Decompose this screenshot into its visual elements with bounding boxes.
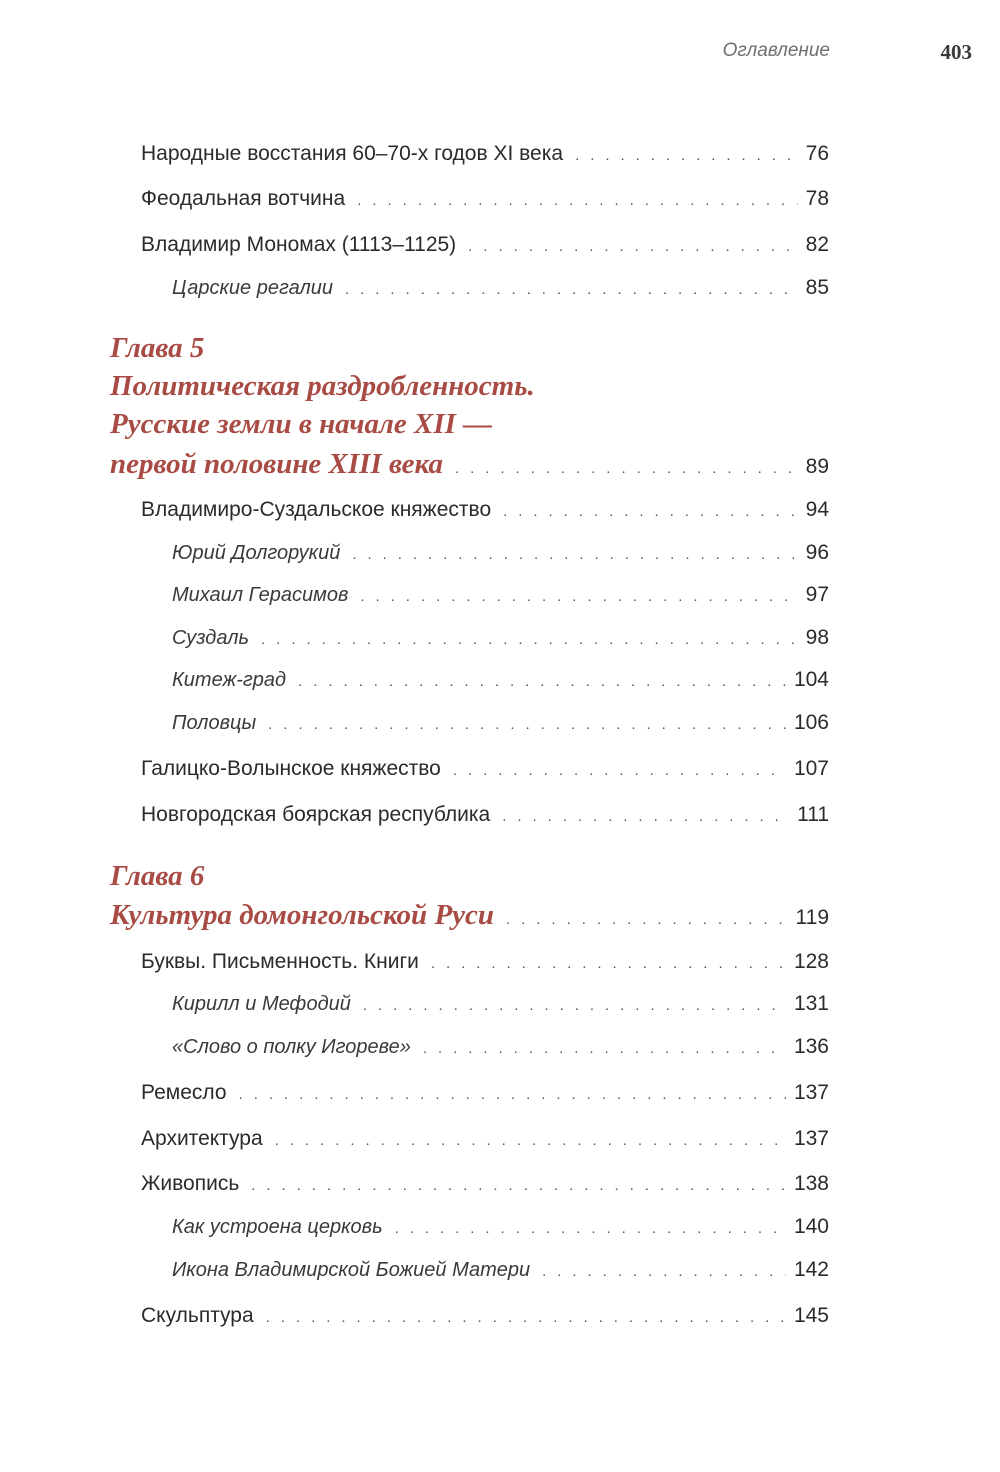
toc-entry-page: 94 — [805, 498, 829, 521]
toc-entry[interactable] — [141, 1123, 829, 1155]
toc-subentry-label: Половцы — [172, 712, 257, 734]
toc-entry[interactable] — [141, 183, 829, 215]
toc-subentry[interactable] — [172, 707, 829, 739]
toc-subentry[interactable] — [172, 272, 829, 304]
toc-entry-page: 106 — [793, 711, 829, 734]
toc-entry-page: 107 — [793, 757, 829, 780]
toc-entry-page: 97 — [805, 583, 829, 606]
toc-subentry-label: Царские регалии — [172, 277, 334, 299]
dot-leader — [345, 274, 798, 306]
toc-entry-page: 119 — [795, 906, 829, 929]
toc-entry-label: Феодальная вотчина — [141, 187, 346, 210]
toc-entry[interactable] — [141, 946, 829, 978]
chapter-heading: Глава 5 — [110, 332, 205, 364]
chapter-heading: Глава 6 — [110, 860, 205, 892]
toc-subentry[interactable] — [172, 1211, 829, 1243]
toc-entry[interactable] — [141, 1168, 829, 1200]
toc-subentry-label: «Слово о полку Игореве» — [172, 1036, 411, 1058]
dot-leader — [395, 1213, 786, 1245]
dot-leader — [268, 709, 786, 741]
toc-entry-label: Скульптура — [141, 1304, 254, 1327]
dot-leader — [360, 581, 797, 613]
toc-entry[interactable] — [141, 494, 829, 526]
dot-leader — [275, 1125, 786, 1157]
toc-entry-page: 142 — [793, 1258, 829, 1281]
toc-subentry-label: Икона Владимирской Божией Матери — [172, 1259, 531, 1281]
toc-entry-page: 89 — [805, 455, 829, 478]
toc-entry-page: 78 — [805, 187, 829, 210]
toc-entry[interactable] — [141, 753, 829, 785]
toc-subentry[interactable] — [172, 579, 829, 611]
dot-leader — [502, 801, 789, 833]
toc-entry-label: Владимир Мономах (1113–1125) — [141, 233, 457, 256]
chapter-title-line: Культура домонгольской Руси — [110, 899, 495, 931]
toc-entry[interactable] — [141, 229, 829, 261]
toc-entry-page: 131 — [793, 992, 829, 1015]
toc-entry-page: 85 — [805, 276, 829, 299]
toc-entry-page: 111 — [797, 803, 829, 826]
dot-leader — [363, 990, 786, 1022]
running-header-title: Оглавление — [722, 40, 830, 61]
dot-leader — [352, 539, 797, 571]
chapter-title-line: Русские земли в начале XII — — [110, 408, 493, 440]
page-number: 403 — [940, 40, 972, 64]
toc-entry-page: 128 — [793, 950, 829, 973]
toc-subentry-label: Суздаль — [172, 627, 250, 649]
toc-subentry-label: Китеж-град — [172, 669, 287, 691]
toc-subentry[interactable] — [172, 988, 829, 1020]
dot-leader — [468, 231, 797, 263]
toc-entry[interactable] — [141, 138, 829, 170]
dot-leader — [503, 496, 798, 528]
chapter-title-entry[interactable] — [110, 444, 829, 484]
chapter-title-line: первой половине XIII века — [110, 448, 443, 480]
toc-entry-page: 82 — [805, 233, 829, 256]
toc-subentry[interactable] — [172, 1031, 829, 1063]
toc-entry-label: Владимиро-Суздальское княжество — [141, 498, 492, 521]
toc-entry-label: Архитектура — [141, 1127, 263, 1150]
dot-leader — [239, 1079, 786, 1111]
toc-subentry[interactable] — [172, 664, 829, 696]
dot-leader — [251, 1170, 786, 1202]
dot-leader — [423, 1033, 786, 1065]
toc-entry-label: Галицко-Волынское княжество — [141, 757, 441, 780]
toc-entry[interactable] — [141, 1300, 829, 1332]
toc-entry[interactable] — [141, 799, 829, 831]
toc-entry-page: 137 — [793, 1081, 829, 1104]
toc-entry-page: 76 — [805, 142, 829, 165]
toc-subentry[interactable] — [172, 1254, 829, 1286]
dot-leader — [298, 666, 786, 698]
toc-entry-label: Народные восстания 60–70-х годов XI века — [141, 142, 564, 165]
toc-subentry-label: Как устроена церковь — [172, 1216, 383, 1238]
dot-leader — [266, 1302, 786, 1334]
toc-subentry-label: Юрий Долгорукий — [172, 542, 341, 564]
toc-subentry-label: Михаил Герасимов — [172, 584, 349, 606]
dot-leader — [542, 1256, 786, 1288]
dot-leader — [357, 185, 797, 217]
toc-subentry-label: Кирилл и Мефодий — [172, 993, 351, 1015]
toc-entry[interactable] — [141, 1077, 829, 1109]
toc-entry-page: 136 — [793, 1035, 829, 1058]
toc-entry-label: Живопись — [141, 1172, 240, 1195]
toc-entry-page: 145 — [793, 1304, 829, 1327]
dot-leader — [455, 449, 798, 489]
toc-entry-page: 140 — [793, 1215, 829, 1238]
dot-leader — [431, 948, 786, 980]
toc-entry-page: 104 — [793, 668, 829, 691]
chapter-title-line: Политическая раздробленность. — [110, 370, 535, 402]
toc-entry-label: Новгородская боярская республика — [141, 803, 491, 826]
dot-leader — [261, 624, 798, 656]
toc-entry-page: 98 — [805, 626, 829, 649]
dot-leader — [575, 140, 798, 172]
chapter-title-entry[interactable] — [110, 895, 829, 935]
toc-entry-label: Ремесло — [141, 1081, 227, 1104]
toc-entry-label: Буквы. Письменность. Книги — [141, 950, 419, 973]
toc-entry-page: 96 — [805, 541, 829, 564]
dot-leader — [453, 755, 786, 787]
toc-subentry[interactable] — [172, 622, 829, 654]
toc-entry-page: 138 — [793, 1172, 829, 1195]
toc-entry-page: 137 — [793, 1127, 829, 1150]
dot-leader — [506, 900, 787, 940]
toc-subentry[interactable] — [172, 537, 829, 569]
